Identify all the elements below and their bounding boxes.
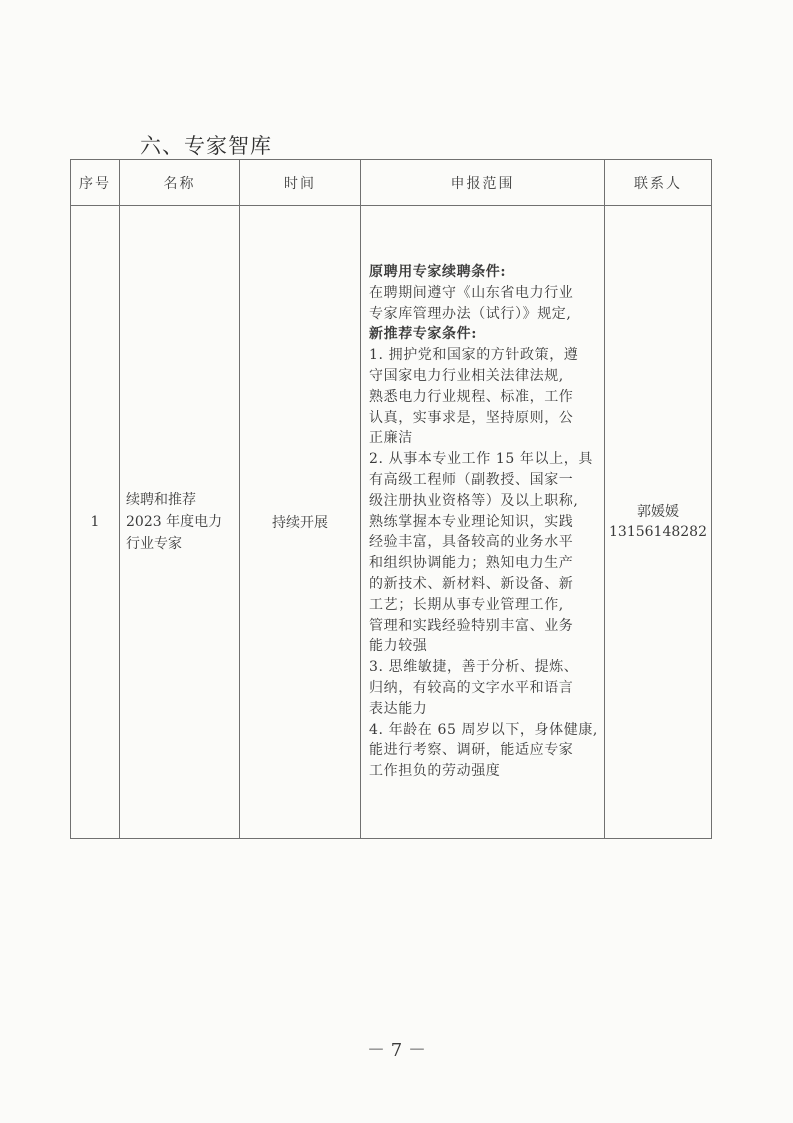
scope-line: 经验丰富，具备较高的业务水平: [369, 534, 574, 551]
section-title: 六、专家智库: [140, 134, 272, 158]
scope-line: 3. 思维敏捷，善于分析、提炼、: [369, 659, 579, 676]
scope-line: 4. 年龄在 65 周岁以下，身体健康,: [369, 721, 598, 738]
scope-line: 工艺；长期从事专业管理工作,: [369, 596, 564, 613]
header-index: 序号: [71, 160, 120, 206]
scope-line: 管理和实践经验特别丰富、业务: [369, 617, 574, 634]
scope-line: 有高级工程师（副教授、国家一: [369, 472, 574, 488]
scope-line: 熟练掌握本专业理论知识，实践: [369, 513, 574, 530]
table-header-row: [71, 160, 712, 206]
scope-line: 级注册执业资格等）及以上职称,: [369, 492, 579, 509]
row-index: 1: [71, 206, 120, 839]
page-number: － 7 －: [367, 1040, 426, 1061]
scope-line: 工作担负的劳动强度: [369, 763, 501, 780]
expert-table: [70, 159, 712, 839]
name-line: 续聘和推荐: [126, 492, 196, 508]
contact-name: 郭媛媛: [637, 504, 679, 520]
row-time: 持续开展: [240, 206, 361, 839]
name-line: 2023 年度电力: [126, 514, 223, 530]
scope-line: 正廉洁: [369, 430, 413, 447]
scope-line: 守国家电力行业相关法律法规,: [369, 368, 564, 385]
header-name: 名称: [120, 160, 240, 206]
scope-line: 归纳，有较高的文字水平和语言: [369, 679, 574, 696]
row-scope: [361, 206, 605, 839]
header-time: 时间: [240, 160, 361, 206]
scope-line: 专家库管理办法（试行）》规定,: [369, 305, 572, 322]
scope-line: 的新技术、新材料、新设备、新: [369, 575, 574, 592]
row-contact: [605, 206, 712, 839]
header-contact: 联系人: [605, 160, 712, 206]
scope-line: 在聘期间遵守《山东省电力行业: [369, 284, 574, 301]
scope-line: 认真，实事求是，坚持原则，公: [369, 409, 574, 426]
scope-line: 原聘用专家续聘条件:: [369, 264, 507, 281]
table-row: [71, 206, 712, 839]
scope-line: 能力较强: [369, 638, 428, 655]
scope-line: 1. 拥护党和国家的方针政策，遵: [369, 347, 579, 364]
row-name: [120, 206, 240, 839]
contact-phone: 13156148282: [609, 524, 707, 540]
header-scope: 申报范围: [361, 160, 605, 206]
scope-line: 2. 从事本专业工作 15 年以上，具: [369, 451, 593, 468]
scope-line: 能进行考察、调研，能适应专家: [369, 742, 574, 759]
scope-line: 表达能力: [369, 700, 428, 717]
scope-line: 和组织协调能力；熟知电力生产: [369, 555, 574, 572]
name-line: 行业专家: [126, 536, 182, 552]
scope-line: 熟悉电力行业规程、标准，工作: [369, 388, 574, 405]
scope-line: 新推荐专家条件:: [369, 326, 477, 343]
